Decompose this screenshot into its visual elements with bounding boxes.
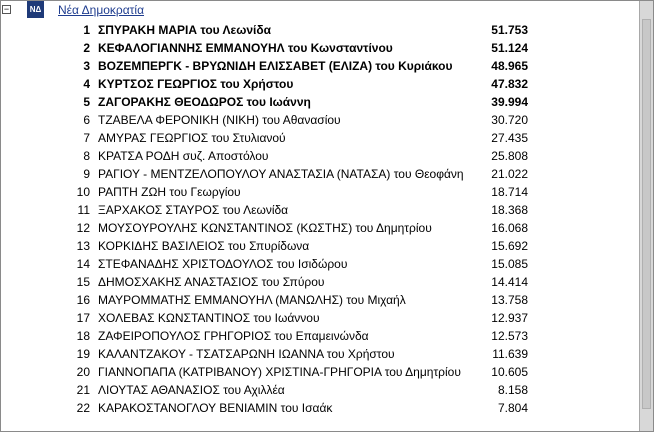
candidate-votes: 12.573 [491,329,528,343]
candidate-votes: 51.753 [491,23,528,37]
candidate-name: ΡΑΠΤΗ ΖΩΗ του Γεωργίου [98,185,241,199]
candidate-name: ΚΑΡΑΚΟΣΤΑΝΟΓΛΟΥ ΒΕΝΙΑΜΙΝ του Ισαάκ [98,401,333,415]
candidate-votes: 30.720 [491,113,528,127]
candidate-votes: 48.965 [491,59,528,73]
candidate-rank: 14 [76,257,90,271]
candidate-votes: 7.804 [497,401,528,415]
candidate-name: ΖΑΦΕΙΡΟΠΟΥΛΟΣ ΓΡΗΓΟΡΙΟΣ του Επαμεινώνδα [98,329,369,343]
candidate-name: ΤΖΑΒΕΛΑ ΦΕΡΟΝΙΚΗ (ΝΙΚΗ) του Αθανασίου [98,113,341,127]
candidate-row [1,363,641,381]
candidate-name: ΣΠΥΡΑΚΗ ΜΑΡΙΑ του Λεωνίδα [98,23,272,37]
candidate-rank: 3 [83,59,90,73]
candidate-row [1,183,641,201]
candidate-rank: 9 [83,167,90,181]
candidate-votes: 15.692 [491,239,528,253]
candidate-row [1,111,641,129]
candidate-rank: 13 [76,239,90,253]
scrollbar-thumb[interactable] [642,19,651,409]
candidate-votes: 13.758 [491,293,528,307]
candidate-row [1,201,641,219]
candidate-name: ΑΜΥΡΑΣ ΓΕΩΡΓΙΟΣ του Στυλιανού [98,131,286,145]
candidate-name: ΒΟΖΕΜΠΕΡΓΚ - ΒΡΥΩΝΙΔΗ ΕΛΙΣΣΑΒΕΤ (ΕΛΙΖΑ) του Κυριάκου [98,59,453,73]
candidate-votes: 25.808 [491,149,528,163]
candidate-row [1,273,641,291]
candidate-row [1,39,641,57]
candidate-rank: 22 [76,401,90,415]
candidate-rank: 21 [76,383,90,397]
candidate-votes: 27.435 [491,131,528,145]
candidate-row [1,381,641,399]
candidate-row [1,255,641,273]
candidate-name: ΚΡΑΤΣΑ ΡΟΔΗ συζ. Αποστόλου [98,149,269,163]
party-header [1,1,641,19]
candidate-rank: 6 [83,113,90,127]
candidate-row [1,309,641,327]
candidate-name: ΜΑΥΡΟΜΜΑΤΗΣ ΕΜΜΑΝΟΥΗΛ (ΜΑΝΩΛΗΣ) του Μιχαήλ [98,293,406,307]
candidate-votes: 39.994 [491,95,528,109]
candidate-row [1,147,641,165]
candidate-rank: 16 [76,293,90,307]
candidate-votes: 18.714 [491,185,528,199]
candidate-rank: 4 [83,77,90,91]
candidate-rank: 20 [76,365,90,379]
candidate-votes: 18.368 [491,203,528,217]
candidate-row [1,327,641,345]
candidate-name: ΚΕΦΑΛΟΓΙΑΝΝΗΣ ΕΜΜΑΝΟΥΗΛ του Κωνσταντίνου [98,41,393,55]
candidate-row [1,165,641,183]
candidate-row [1,345,641,363]
candidate-name: ΛΙΟΥΤΑΣ ΑΘΑΝΑΣΙΟΣ του Αχιλλέα [98,383,285,397]
candidate-name: ΚΥΡΤΣΟΣ ΓΕΩΡΓΙΟΣ του Χρήστου [98,77,294,91]
candidate-votes: 14.414 [491,275,528,289]
candidate-name: ΚΑΛΑΝΤΖΑΚΟΥ - ΤΣΑΤΣΑΡΩΝΗ ΙΩΑΝΝΑ του Χρήστου [98,347,395,361]
candidate-rank: 2 [83,41,90,55]
candidate-rank: 5 [83,95,90,109]
candidate-row [1,219,641,237]
candidate-votes: 10.605 [491,365,528,379]
candidate-votes: 11.639 [492,347,528,361]
candidate-votes: 12.937 [491,311,528,325]
candidate-rank: 15 [76,275,90,289]
candidate-row [1,291,641,309]
candidate-rank: 17 [76,311,90,325]
candidate-votes: 16.068 [491,221,528,235]
party-name-link[interactable]: Νέα Δημοκρατία [58,3,145,17]
candidate-votes: 15.085 [491,257,528,271]
candidate-rank: 8 [83,149,90,163]
candidate-row [1,129,641,147]
candidate-rank: 1 [83,23,90,37]
candidate-votes: 21.022 [491,167,528,181]
candidate-name: ΓΙΑΝΝΟΠΑΠΑ (ΚΑΤΡΙΒΑΝΟΥ) ΧΡΙΣΤΙΝΑ-ΓΡΗΓΟΡΙΑ του Δημητρίου [98,365,461,379]
candidate-rank: 19 [76,347,90,361]
candidate-rank: 7 [83,131,90,145]
candidate-name: ΚΟΡΚΙΔΗΣ ΒΑΣΙΛΕΙΟΣ του Σπυρίδωνα [98,239,310,253]
candidate-row [1,21,641,39]
candidate-name: ΧΟΛΕΒΑΣ ΚΩΝΣΤΑΝΤΙΝΟΣ του Ιωάννου [98,311,320,325]
candidate-rank: 11 [77,203,90,217]
candidate-rank: 12 [76,221,90,235]
candidate-name: ΖΑΓΟΡΑΚΗΣ ΘΕΟΔΩΡΟΣ του Ιωάννη [98,95,311,109]
candidate-row [1,399,641,417]
candidate-row [1,237,641,255]
candidate-name: ΡΑΓΙΟΥ - ΜΕΝΤΖΕΛΟΠΟΥΛΟΥ ΑΝΑΣΤΑΣΙΑ (ΝΑΤΑΣΑ) του Θεοφάνη [98,167,464,181]
candidate-name: ΣΤΕΦΑΝΑΔΗΣ ΧΡΙΣΤΟΔΟΥΛΟΣ του Ισιδώρου [98,257,348,271]
candidate-votes: 47.832 [491,77,528,91]
candidate-rank: 10 [76,185,90,199]
vertical-scrollbar[interactable] [639,1,653,432]
candidate-row [1,57,641,75]
party-logo-icon: ΝΔ [27,1,44,18]
collapse-toggle[interactable]: − [3,4,10,14]
candidate-votes: 8.158 [497,383,528,397]
candidate-row [1,93,641,111]
candidate-rank: 18 [76,329,90,343]
candidate-name: ΞΑΡΧΑΚΟΣ ΣΤΑΥΡΟΣ του Λεωνίδα [98,203,289,217]
candidate-name: ΜΟΥΣΟΥΡΟΥΛΗΣ ΚΩΝΣΤΑΝΤΙΝΟΣ (ΚΩΣΤΗΣ) του Δημητρίου [98,221,432,235]
candidate-votes: 51.124 [491,41,528,55]
candidate-row [1,75,641,93]
candidate-name: ΔΗΜΟΣΧΑΚΗΣ ΑΝΑΣΤΑΣΙΟΣ του Σπύρου [98,275,325,289]
